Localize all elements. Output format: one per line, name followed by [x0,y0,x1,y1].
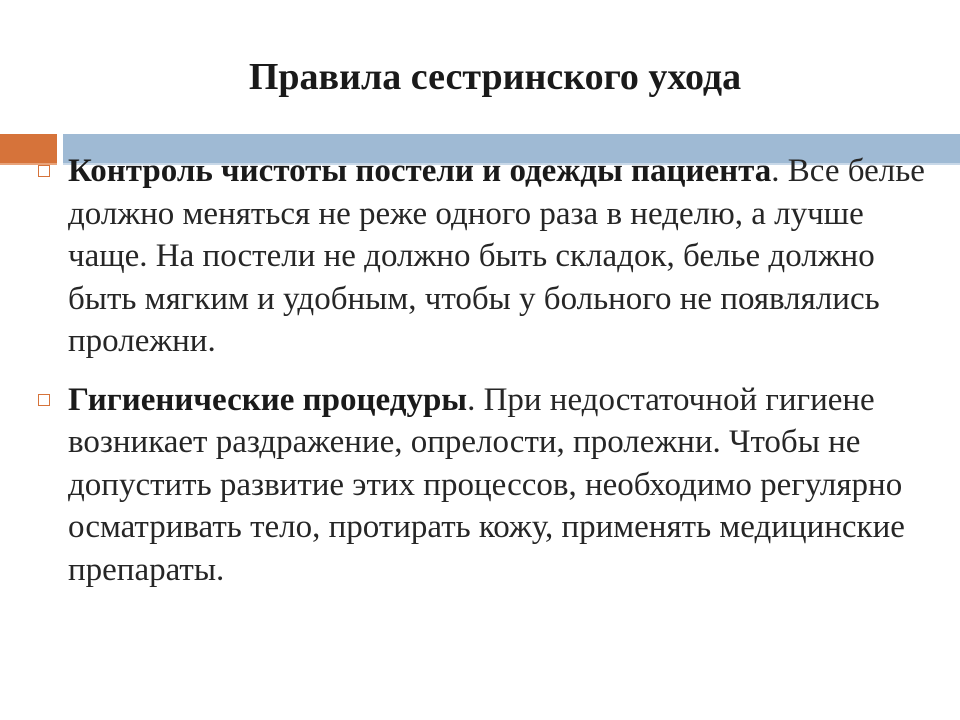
bullet-list [38,150,928,591]
square-bullet-icon [38,165,50,177]
item-text: . Все белье должно меняться не реже одного раза в неделю, а лучше чаще. На постели не должно быть складок, белье должно быть мягким и удобным, чтобы у больного не появлялись пролежни. [68,153,925,359]
square-bullet-icon [38,394,50,406]
item-text: . При недостаточной гигиене возникает раздражение, опрелости, пролежни. Чтобы не допустить развитие этих процессов, необходимо регулярно осматривать тело, протирать кожу, применять медицинские препараты. [68,381,905,588]
slide-title: Правила сестринского ухода [248,56,742,98]
item-heading: Гигиенические процедуры [68,381,468,418]
list-item [38,150,928,363]
list-item [38,379,928,592]
item-heading: Контроль чистоты постели и одежды пациента [68,153,772,189]
